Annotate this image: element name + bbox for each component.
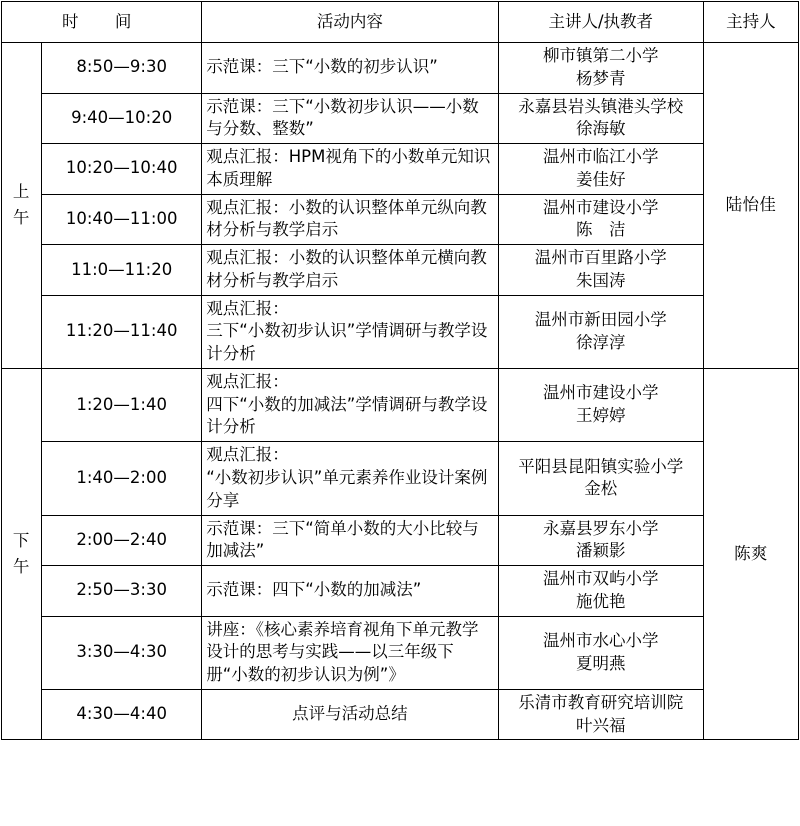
table-row xyxy=(2,566,799,617)
table-row xyxy=(2,368,799,441)
speaker-line: 朱国涛 xyxy=(575,270,626,290)
content-cell: 观点汇报：HPM视角下的小数单元知识本质理解 xyxy=(202,144,498,195)
time-cell: 11:0—11:20 xyxy=(42,245,202,296)
speaker-line: 姜佳好 xyxy=(575,169,626,189)
table-row xyxy=(2,144,799,195)
speaker-line: 柳市镇第二小学 xyxy=(542,46,659,65)
table-row xyxy=(2,442,799,515)
host-cell: 陈爽 xyxy=(703,368,798,739)
content-cell: 点评与活动总结 xyxy=(202,689,498,740)
column-header-content: 活动内容 xyxy=(202,2,498,43)
table-body xyxy=(2,43,799,740)
speaker-line: 平阳县昆阳镇实验小学 xyxy=(518,456,684,476)
speaker-cell xyxy=(498,194,703,245)
time-cell: 10:40—11:00 xyxy=(42,194,202,245)
content-cell: 示范课：三下“小数的初步认识” xyxy=(202,43,498,94)
table-row xyxy=(2,43,799,94)
time-cell: 2:00—2:40 xyxy=(42,515,202,566)
time-cell: 2:50—3:30 xyxy=(42,566,202,617)
speaker-line: 叶兴福 xyxy=(575,715,626,735)
table-row xyxy=(2,515,799,566)
time-cell: 1:20—1:40 xyxy=(42,368,202,441)
table-row xyxy=(2,245,799,296)
table-row xyxy=(2,93,799,144)
table-row xyxy=(2,194,799,245)
speaker-line: 温州市百里路小学 xyxy=(534,248,667,268)
speaker-cell xyxy=(498,368,703,441)
time-cell: 3:30—4:30 xyxy=(42,616,202,689)
content-cell: 观点汇报： 四下“小数的加减法”学情调研与教学设计分析 xyxy=(202,368,498,441)
content-cell: 观点汇报：小数的认识整体单元横向教材分析与教学启示 xyxy=(202,245,498,296)
schedule-table xyxy=(1,1,799,740)
speaker-cell xyxy=(498,566,703,617)
content-cell: 观点汇报： “小数初步认识”单元素养作业设计案例分享 xyxy=(202,442,498,515)
speaker-line: 陈 洁 xyxy=(575,220,626,240)
speaker-line: 徐淳淳 xyxy=(575,332,626,352)
speaker-cell xyxy=(498,442,703,515)
time-cell: 11:20—11:40 xyxy=(42,295,202,368)
header-row xyxy=(2,2,799,43)
speaker-cell xyxy=(498,515,703,566)
speaker-line: 乐清市教育研究培训院 xyxy=(518,692,684,712)
speaker-cell xyxy=(498,144,703,195)
content-cell: 示范课：三下“简单小数的大小比较与加减法” xyxy=(202,515,498,566)
speaker-line: 温州市新田园小学 xyxy=(534,310,667,330)
speaker-line: 施优艳 xyxy=(575,591,626,611)
speaker-line: 金松 xyxy=(584,479,618,499)
period-label: 下 午 xyxy=(2,368,42,739)
speaker-line: 温州市建设小学 xyxy=(542,197,659,217)
speaker-line: 夏明燕 xyxy=(575,653,626,673)
speaker-line: 温州市建设小学 xyxy=(542,383,659,403)
speaker-cell xyxy=(498,295,703,368)
time-cell: 1:40—2:00 xyxy=(42,442,202,515)
table-row xyxy=(2,689,799,740)
speaker-line: 潘颖影 xyxy=(575,541,626,561)
content-cell: 观点汇报： 三下“小数初步认识”学情调研与教学设计分析 xyxy=(202,295,498,368)
speaker-line: 温州市双屿小学 xyxy=(542,569,659,589)
speaker-line: 杨梦青 xyxy=(575,68,626,88)
speaker-line: 温州市水心小学 xyxy=(542,630,659,650)
column-header-host: 主持人 xyxy=(703,2,798,43)
time-cell: 8:50—9:30 xyxy=(42,43,202,94)
column-header-speaker: 主讲人/执教者 xyxy=(498,2,703,43)
content-cell: 观点汇报：小数的认识整体单元纵向教材分析与教学启示 xyxy=(202,194,498,245)
speaker-cell xyxy=(498,245,703,296)
speaker-line: 王婷婷 xyxy=(575,406,626,426)
table-row xyxy=(2,295,799,368)
column-header-time: 时 间 xyxy=(2,2,202,43)
content-cell: 示范课：四下“小数的加减法” xyxy=(202,566,498,617)
content-cell: 示范课：三下“小数初步认识——小数与分数、整数” xyxy=(202,93,498,144)
time-cell: 10:20—10:40 xyxy=(42,144,202,195)
speaker-line: 永嘉县岩头镇港头学校 xyxy=(518,96,684,116)
speaker-line: 永嘉县罗东小学 xyxy=(542,518,659,538)
time-cell: 4:30—4:40 xyxy=(42,689,202,740)
host-cell: 陆怡佳 xyxy=(703,43,798,369)
speaker-cell xyxy=(498,689,703,740)
content-cell: 讲座：《核心素养培育视角下单元教学设计的思考与实践——以三年级下册“小数的初步认识为例”》 xyxy=(202,616,498,689)
speaker-cell xyxy=(498,616,703,689)
speaker-cell xyxy=(498,93,703,144)
speaker-cell xyxy=(498,43,703,94)
speaker-line: 徐海敏 xyxy=(575,119,626,139)
table-row xyxy=(2,616,799,689)
period-label: 上 午 xyxy=(2,43,42,369)
table-header xyxy=(2,2,799,43)
speaker-line: 温州市临江小学 xyxy=(542,147,659,167)
time-cell: 9:40—10:20 xyxy=(42,93,202,144)
